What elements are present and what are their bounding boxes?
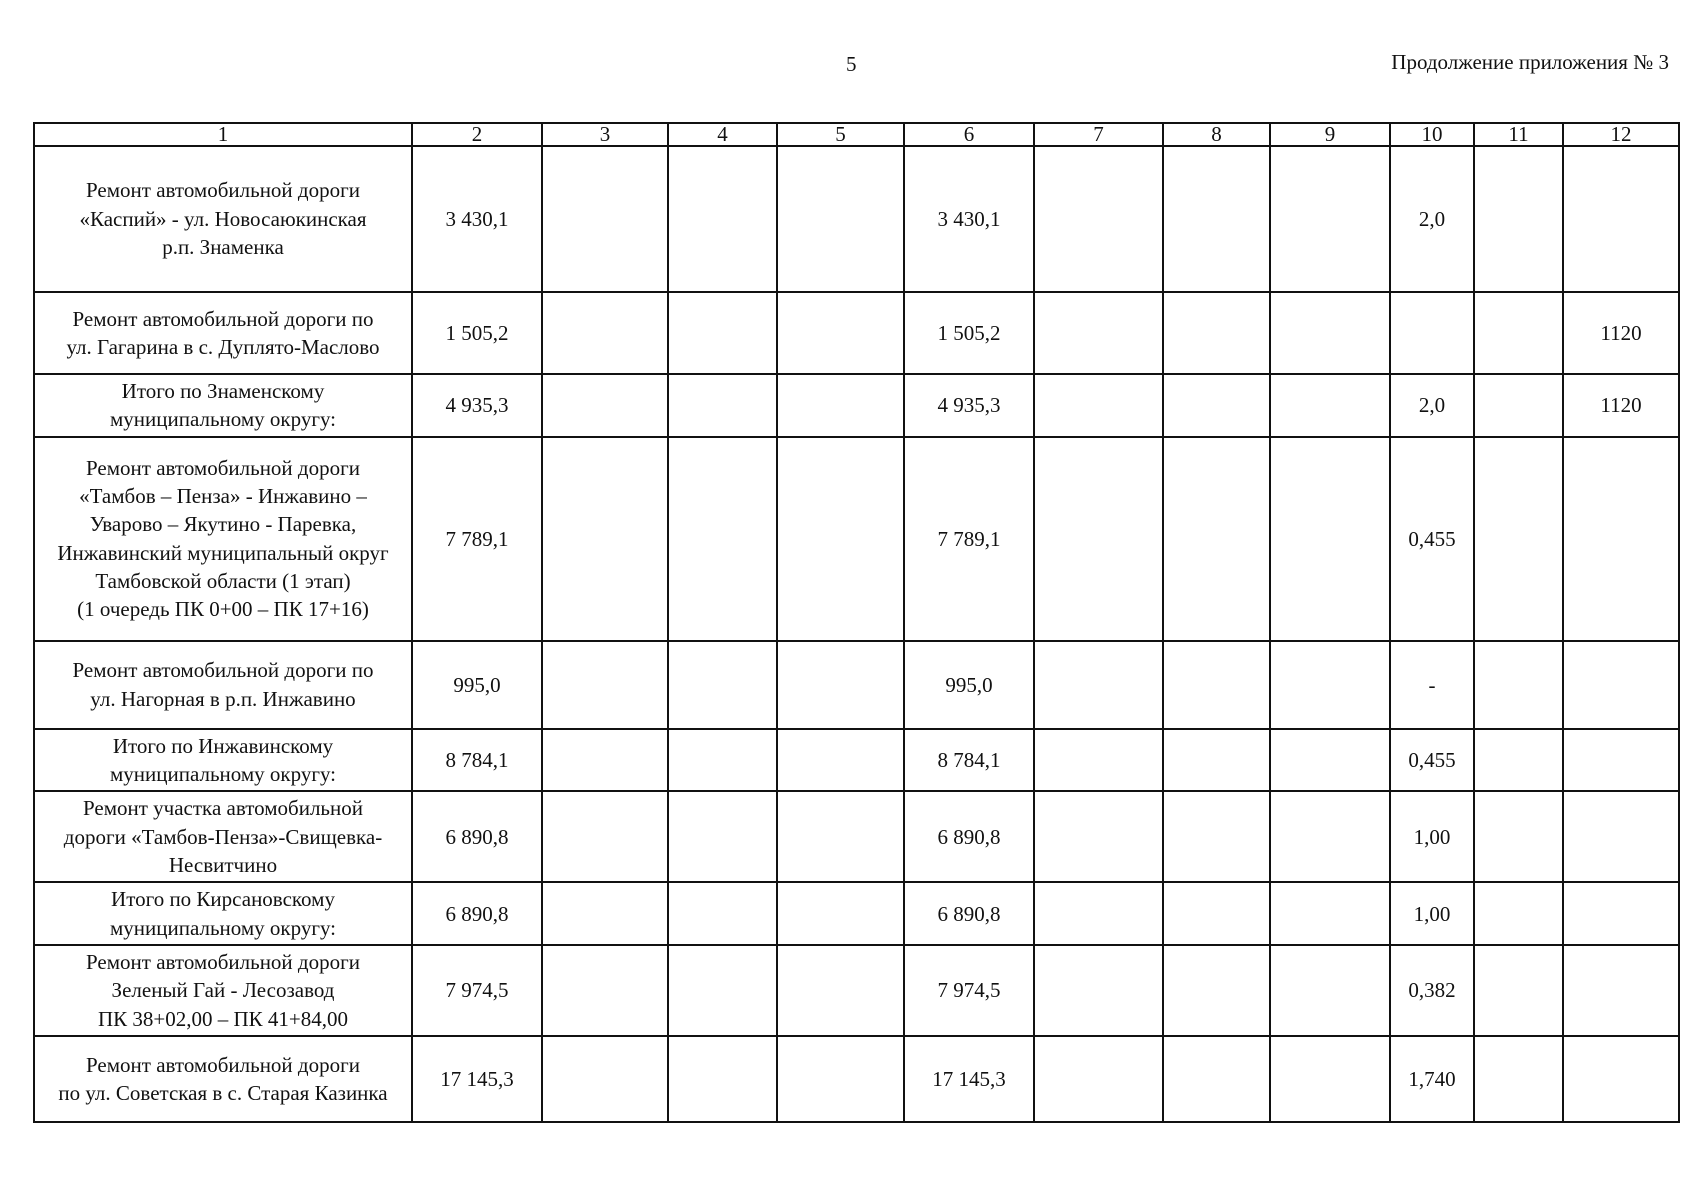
cell-col10: - <box>1390 641 1474 729</box>
cell-col2: 17 145,3 <box>412 1036 542 1122</box>
cell-col12: 1120 <box>1563 292 1679 374</box>
table-row <box>34 729 1679 792</box>
table-row <box>34 374 1679 437</box>
cell-col2: 6 890,8 <box>412 791 542 882</box>
column-number: 8 <box>1163 123 1270 146</box>
appendix-label: Продолжение приложения № 3 <box>1391 50 1669 74</box>
table-row <box>34 292 1679 374</box>
cell-col2: 4 935,3 <box>412 374 542 437</box>
cell-col2: 8 784,1 <box>412 729 542 792</box>
table-row <box>34 437 1679 641</box>
column-number: 7 <box>1034 123 1163 146</box>
cell-col12 <box>1563 641 1679 729</box>
table-row <box>34 791 1679 882</box>
row-name: Итого по Кирсановскому муниципальному округу: <box>34 882 412 945</box>
table-row <box>34 1036 1679 1122</box>
cell-col6: 995,0 <box>904 641 1034 729</box>
cell-col12: 1120 <box>1563 374 1679 437</box>
cell-col6: 7 789,1 <box>904 437 1034 641</box>
cell-col2: 7 789,1 <box>412 437 542 641</box>
column-number: 11 <box>1474 123 1563 146</box>
cell-col10: 1,740 <box>1390 1036 1474 1122</box>
cell-col12 <box>1563 791 1679 882</box>
cell-col10: 1,00 <box>1390 882 1474 945</box>
cell-col6: 7 974,5 <box>904 945 1034 1036</box>
row-name: Ремонт автомобильной дороги по ул. Нагорная в р.п. Инжавино <box>34 641 412 729</box>
column-number: 1 <box>34 123 412 146</box>
cell-col6: 6 890,8 <box>904 791 1034 882</box>
cell-col10: 2,0 <box>1390 374 1474 437</box>
cell-col10: 0,455 <box>1390 729 1474 792</box>
column-number: 5 <box>777 123 904 146</box>
cell-col6: 4 935,3 <box>904 374 1034 437</box>
cell-col2: 3 430,1 <box>412 146 542 292</box>
table-row <box>34 641 1679 729</box>
cell-col2: 6 890,8 <box>412 882 542 945</box>
column-number: 9 <box>1270 123 1390 146</box>
cell-col2: 1 505,2 <box>412 292 542 374</box>
cell-col6: 1 505,2 <box>904 292 1034 374</box>
column-number: 12 <box>1563 123 1679 146</box>
data-table <box>33 122 1680 1123</box>
row-name: Итого по Инжавинскому муниципальному округу: <box>34 729 412 792</box>
cell-col2: 995,0 <box>412 641 542 729</box>
column-number: 2 <box>412 123 542 146</box>
cell-col6: 8 784,1 <box>904 729 1034 792</box>
row-name: Ремонт участка автомобильной дороги «Тамбов-Пенза»-Свищевка- Несвитчино <box>34 791 412 882</box>
row-name: Ремонт автомобильной дороги «Каспий» - ул. Новосаюкинская р.п. Знаменка <box>34 146 412 292</box>
table-row <box>34 146 1679 292</box>
cell-col10: 1,00 <box>1390 791 1474 882</box>
cell-col12 <box>1563 729 1679 792</box>
column-number: 6 <box>904 123 1034 146</box>
row-name: Ремонт автомобильной дороги по ул. Советская в с. Старая Казинка <box>34 1036 412 1122</box>
cell-col10: 2,0 <box>1390 146 1474 292</box>
cell-col12 <box>1563 146 1679 292</box>
row-name: Ремонт автомобильной дороги Зеленый Гай - Лесозавод ПК 38+02,00 – ПК 41+84,00 <box>34 945 412 1036</box>
table-row <box>34 945 1679 1036</box>
page-number: 5 <box>846 52 857 76</box>
cell-col10: 0,455 <box>1390 437 1474 641</box>
cell-col10: 0,382 <box>1390 945 1474 1036</box>
table-row <box>34 882 1679 945</box>
cell-col6: 6 890,8 <box>904 882 1034 945</box>
column-number-row <box>34 123 1679 146</box>
column-number: 4 <box>668 123 777 146</box>
cell-col10 <box>1390 292 1474 374</box>
cell-col6: 3 430,1 <box>904 146 1034 292</box>
column-number: 10 <box>1390 123 1474 146</box>
row-name: Ремонт автомобильной дороги по ул. Гагарина в с. Дуплято-Маслово <box>34 292 412 374</box>
cell-col6: 17 145,3 <box>904 1036 1034 1122</box>
cell-col12 <box>1563 882 1679 945</box>
row-name: Итого по Знаменскому муниципальному округу: <box>34 374 412 437</box>
cell-col12 <box>1563 1036 1679 1122</box>
cell-col12 <box>1563 945 1679 1036</box>
row-name: Ремонт автомобильной дороги «Тамбов – Пенза» - Инжавино – Уварово – Якутино - Паревка, Инжавинский муниципальный округ Тамбовской области (1 этап) (1 очередь ПК 0+00 – ПК 17+16) <box>34 437 412 641</box>
cell-col12 <box>1563 437 1679 641</box>
cell-col2: 7 974,5 <box>412 945 542 1036</box>
column-number: 3 <box>542 123 668 146</box>
